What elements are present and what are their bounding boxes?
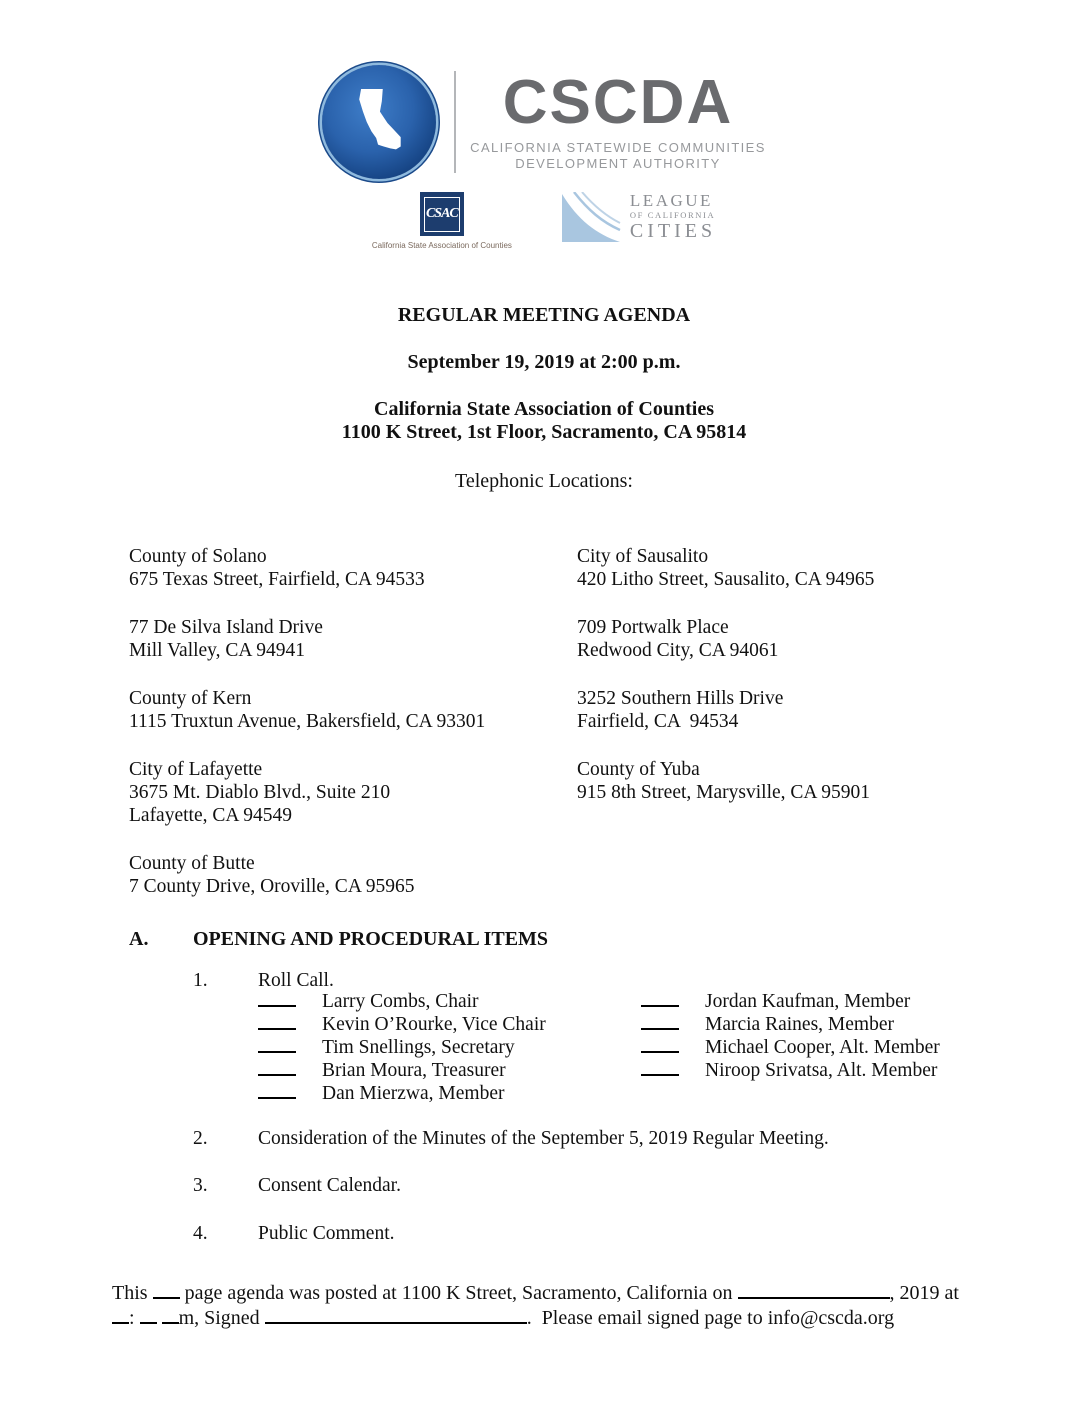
roll-call-row: [0, 991, 1088, 1014]
location-line: Mill Valley, CA 94941: [129, 640, 306, 661]
location-block: [129, 616, 485, 662]
cscda-logo-text: [470, 68, 766, 172]
california-state-icon: [346, 81, 412, 163]
posting-notice: [112, 1281, 959, 1330]
location-block: [129, 545, 485, 591]
item-3-number: 3.: [193, 1175, 208, 1196]
footer-text: page agenda was posted at 1100 K Street, Sacramento, California on: [184, 1282, 733, 1304]
roll-call-name: Niroop Srivatsa, Alt. Member: [705, 1060, 938, 1081]
location-line: County of Kern: [129, 688, 252, 709]
roll-call-name: Dan Mierzwa, Member: [322, 1083, 505, 1104]
footer-text: , 2019 at: [889, 1282, 959, 1304]
venue-name: California State Association of Counties: [374, 398, 714, 420]
csac-caption: California State Association of Counties: [371, 241, 512, 250]
league-swoosh-icon: [560, 192, 622, 244]
roll-call-blank: [258, 1083, 296, 1099]
roll-call-blank: [258, 1037, 296, 1053]
league-line3: CITIES: [629, 220, 717, 242]
time-blank: [112, 1308, 129, 1324]
location-block: [577, 545, 874, 591]
roll-call-list: [0, 991, 1088, 1106]
location-line: County of Butte: [129, 853, 255, 874]
roll-call-blank: [641, 1037, 679, 1053]
agenda-item-4: [0, 1223, 1088, 1244]
time-blank: [140, 1308, 157, 1324]
item-4-text: Public Comment.: [258, 1223, 395, 1244]
roll-call-row: [0, 1037, 1088, 1060]
location-block: [577, 758, 874, 804]
roll-call-name: Michael Cooper, Alt. Member: [705, 1037, 940, 1058]
location-line: County of Solano: [129, 546, 267, 567]
venue-block: [0, 398, 1088, 444]
locations-left-column: [129, 545, 485, 923]
location-block: [577, 687, 874, 733]
logo-divider: [454, 71, 456, 173]
footer-email-note: Please email signed page to info@cscda.org: [541, 1306, 895, 1329]
location-line: Redwood City, CA 94061: [577, 640, 779, 661]
cscda-subtitle-line1: CALIFORNIA STATEWIDE COMMUNITIES: [470, 140, 766, 155]
league-logo: [560, 192, 716, 244]
location-line: Lafayette, CA 94549: [129, 805, 292, 826]
location-block: [129, 852, 485, 898]
roll-call-blank: [641, 991, 679, 1007]
location-line: 77 De Silva Island Drive: [129, 617, 323, 638]
league-logo-text: [630, 192, 716, 242]
telephonic-locations: [0, 545, 1088, 901]
location-line: City of Sausalito: [577, 546, 709, 567]
location-block: [129, 758, 485, 827]
agenda-item-3: [0, 1175, 1088, 1196]
location-block: [129, 687, 485, 733]
meeting-datetime: September 19, 2019 at 2:00 p.m.: [407, 351, 681, 373]
cscda-logo: [0, 62, 1088, 182]
roll-call-blank: [641, 1014, 679, 1030]
item-2-text: Consideration of the Minutes of the September 5, 2019 Regular Meeting.: [258, 1128, 829, 1149]
date-blank: [738, 1283, 890, 1299]
cscda-globe-icon: [322, 65, 436, 179]
location-line: 3675 Mt. Diablo Blvd., Suite 210: [129, 782, 391, 803]
location-line: County of Yuba: [577, 759, 700, 780]
cscda-subtitle-line2: DEVELOPMENT AUTHORITY: [515, 156, 721, 171]
section-a-letter: A.: [129, 928, 149, 950]
footer-text: m, Signed: [178, 1306, 260, 1329]
locations-right-column: [577, 545, 874, 829]
partner-logos: [0, 192, 1088, 254]
location-line: 675 Texas Street, Fairfield, CA 94533: [129, 569, 425, 590]
roll-call-name: Marcia Raines, Member: [705, 1014, 894, 1035]
roll-call-blank: [258, 1060, 296, 1076]
roll-call-row: [0, 1083, 1088, 1106]
roll-call-name: Larry Combs, Chair: [322, 991, 479, 1012]
csac-inner-frame: [424, 197, 460, 232]
item-1-number: 1.: [193, 970, 208, 991]
location-line: Fairfield, CA 94534: [577, 711, 739, 732]
csac-acronym: CSAC: [425, 206, 458, 221]
venue-address: 1100 K Street, 1st Floor, Sacramento, CA 95814: [341, 421, 747, 443]
roll-call-row: [0, 1060, 1088, 1083]
agenda-item-1: [0, 970, 1088, 991]
roll-call-name: Brian Moura, Treasurer: [322, 1060, 506, 1081]
roll-call-row: [0, 1014, 1088, 1037]
footer-text: :: [129, 1306, 135, 1329]
league-line2: OF CALIFORNIA: [629, 210, 716, 220]
ampm-blank: [162, 1308, 179, 1324]
roll-call-name: Tim Snellings, Secretary: [322, 1037, 515, 1058]
footer-text: This: [112, 1282, 148, 1304]
item-3-text: Consent Calendar.: [258, 1175, 401, 1196]
agenda-item-2: [0, 1128, 1088, 1149]
location-block: [577, 616, 874, 662]
roll-call-name: Kevin O’Rourke, Vice Chair: [322, 1014, 546, 1035]
item-4-number: 4.: [193, 1223, 208, 1244]
location-line: 915 8th Street, Marysville, CA 95901: [577, 782, 871, 803]
roll-call-name: Jordan Kaufman, Member: [705, 991, 911, 1012]
location-line: 709 Portwalk Place: [577, 617, 729, 638]
item-1-text: Roll Call.: [258, 970, 334, 991]
roll-call-blank: [641, 1060, 679, 1076]
roll-call-blank: [258, 991, 296, 1007]
location-line: 3252 Southern Hills Drive: [577, 688, 784, 709]
roll-call-blank: [258, 1014, 296, 1030]
footer-text: .: [526, 1306, 532, 1329]
page-count-blank: [153, 1283, 180, 1299]
location-line: 420 Litho Street, Sausalito, CA 94965: [577, 569, 875, 590]
league-line1: LEAGUE: [629, 191, 713, 210]
telephonic-label: Telephonic Locations:: [455, 470, 633, 492]
location-line: 1115 Truxtun Avenue, Bakersfield, CA 93301: [129, 711, 486, 732]
posting-notice-line2: [112, 1306, 959, 1331]
page-title: REGULAR MEETING AGENDA: [397, 304, 691, 326]
posting-notice-line1: [112, 1281, 959, 1306]
item-2-number: 2.: [193, 1128, 208, 1149]
csac-logo-icon: [420, 192, 464, 236]
location-line: City of Lafayette: [129, 759, 263, 780]
location-line: 7 County Drive, Oroville, CA 95965: [129, 876, 415, 897]
csac-logo: [372, 192, 512, 250]
section-a-title: OPENING AND PROCEDURAL ITEMS: [193, 928, 549, 950]
section-a-heading: [0, 929, 1088, 950]
cscda-acronym: CSCDA: [502, 68, 734, 137]
signature-blank: [265, 1308, 527, 1324]
